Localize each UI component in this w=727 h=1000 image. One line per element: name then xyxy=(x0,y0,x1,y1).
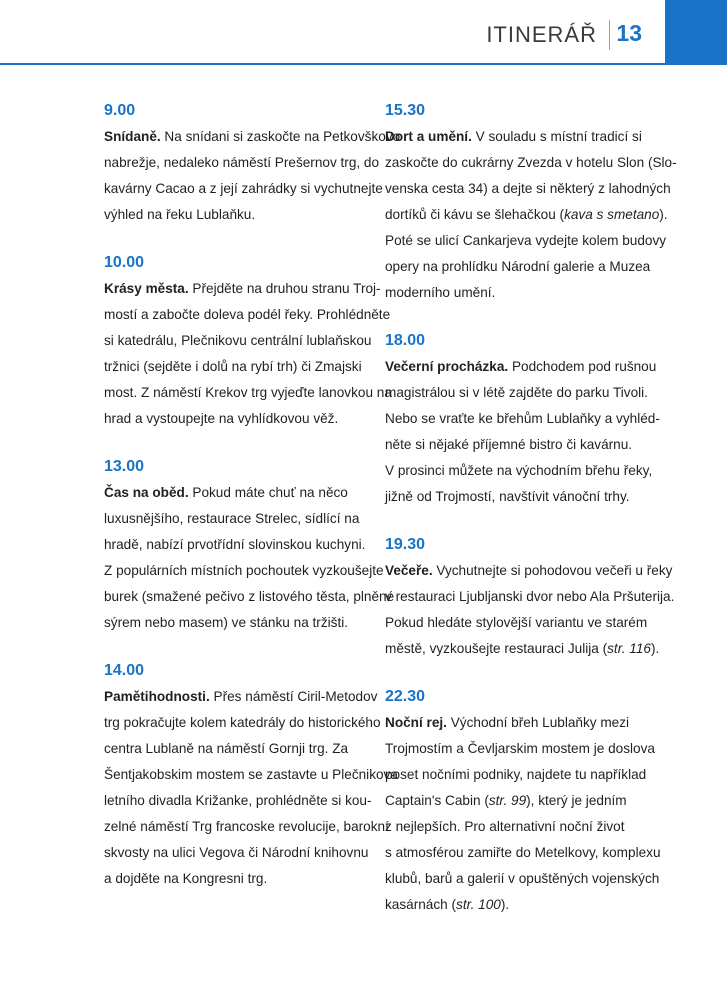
entry-text: burek (smažené pečivo z listového těsta, plněné xyxy=(104,589,395,604)
entry-text: Pokud hledáte stylovější variantu ve starém xyxy=(385,615,648,630)
entry-time: 18.00 xyxy=(385,332,426,349)
entry-text-line xyxy=(385,762,647,788)
entry-text: opery na prohlídku Národní galerie a Muzea xyxy=(385,259,651,274)
entry-text-line xyxy=(104,406,366,432)
entry-text: z nejlepších. Pro alternativní noční život xyxy=(385,819,625,834)
entry-text: Nebo se vraťte ke břehům Lublaňky a vyhléd- xyxy=(385,411,660,426)
entry-reference: str. 116 xyxy=(607,641,651,656)
entry-text-line xyxy=(104,380,392,406)
entry-heading: Dort a umění. xyxy=(385,129,472,144)
header-divider xyxy=(609,20,610,50)
entry-text-line xyxy=(104,124,401,150)
entry-text-line xyxy=(385,710,647,736)
entry-text: ), který je jedním xyxy=(526,793,627,808)
entry-text: Z populárních místních pochoutek vyzkoušejte xyxy=(104,563,384,578)
entry-text-line xyxy=(104,788,372,814)
entry-text: mostí a zabočte doleva podél řeky. Prohlédněte xyxy=(104,307,391,322)
entry-text: nabrežje, nedaleko náměstí Prešernov trg, do xyxy=(104,155,380,170)
entry-text-line xyxy=(104,558,384,584)
itinerary-entry xyxy=(104,254,392,432)
entry-time: 13.00 xyxy=(104,458,145,475)
entry-text-line xyxy=(385,354,657,380)
entry-time: 10.00 xyxy=(104,254,145,271)
entry-text-line xyxy=(104,762,398,788)
entry-text-line xyxy=(104,684,378,710)
entry-heading: Krásy města. xyxy=(104,281,189,296)
entry-reference: str. 99 xyxy=(488,793,527,808)
entry-text-line xyxy=(385,432,647,458)
entry-text: trg pokračujte kolem katedrály do historického xyxy=(104,715,381,730)
entry-text-line xyxy=(385,458,653,484)
entry-text-line xyxy=(385,124,647,150)
entry-text: v restauraci Ljubljanski dvor nebo Ala Pršuterija. xyxy=(385,589,675,604)
entry-text: městě, vyzkoušejte restauraci Julija ( xyxy=(385,641,608,656)
entry-time: 14.00 xyxy=(104,662,145,679)
entry-text: tržnici (sejděte i dolů na rybí trh) či Zmajski xyxy=(104,359,362,374)
entry-text: V prosinci můžete na východním břehu řeky, xyxy=(385,463,653,478)
entry-text: výhled na řeku Lublaňku. xyxy=(104,207,256,222)
entry-text: luxusnějšího, restaurace Strelec, sídlící na xyxy=(104,511,360,526)
entry-text-line xyxy=(385,228,667,254)
entry-heading: Noční rej. xyxy=(385,715,447,730)
itinerary-entry xyxy=(385,332,660,510)
entry-text: ). xyxy=(650,641,660,656)
entry-text: hrad a vystoupejte na vyhlídkovou věž. xyxy=(104,411,339,426)
entry-text-line xyxy=(385,558,673,584)
entry-text-line xyxy=(385,814,647,840)
entry-text-line xyxy=(385,610,647,636)
entry-text-line xyxy=(104,150,380,176)
entry-text-line xyxy=(104,302,391,328)
entry-time: 15.30 xyxy=(385,102,426,119)
entry-heading: Pamětihodnosti. xyxy=(104,689,210,704)
entry-heading: Čas na oběd. xyxy=(104,485,189,500)
entry-text: most. Z náměstí Krekov trg vyjeďte lanovkou na xyxy=(104,385,392,400)
entry-heading: Večerní procházka. xyxy=(385,359,509,374)
entry-text: magistrálou si v létě zajděte do parku Tivoli. xyxy=(385,385,648,400)
entry-text: skvosty na ulici Vegova či Národní knihovnu xyxy=(104,845,369,860)
itinerary-entry xyxy=(385,536,675,662)
entry-text-line xyxy=(104,584,395,610)
entry-text: něte si nějaké příjemné bistro či kavárnu. xyxy=(385,437,633,452)
entry-text: moderního umění. xyxy=(385,285,496,300)
entry-text: hradě, nabízí prvotřídní slovinskou kuchyni. xyxy=(104,537,366,552)
section-title: ITINERÁŘ xyxy=(486,22,597,47)
entry-text: Vychutnejte si pohodovou večeři u řeky xyxy=(432,563,673,578)
itinerary-entry xyxy=(104,102,401,228)
itinerary-entry xyxy=(104,458,395,636)
entry-text-line xyxy=(385,892,647,918)
entry-text: Poté se ulicí Cankarjeva vydejte kolem budovy xyxy=(385,233,667,248)
entry-heading: Večeře. xyxy=(385,563,433,578)
entry-text: kavárny Cacao a z její zahrádky si vychutnejte xyxy=(104,181,383,196)
entry-text: letního divadla Križanke, prohlédněte si kou- xyxy=(104,793,372,808)
entry-text: zelné náměstí Trg francoske revolucije, barokní xyxy=(104,819,389,834)
itinerary-entry xyxy=(385,102,677,306)
entry-time: 22.30 xyxy=(385,688,426,705)
entry-text-line xyxy=(104,328,372,354)
entry-text-line xyxy=(104,710,381,736)
entry-text: venska cesta 34) a dejte si některý z lahodných xyxy=(385,181,671,196)
entry-text: Trojmostím a Čevljarskim mostem je doslova xyxy=(385,741,655,756)
entry-text-line xyxy=(385,280,647,306)
entry-text-line xyxy=(104,276,381,302)
entry-time: 19.30 xyxy=(385,536,426,553)
entry-text: Podchodem pod rušnou xyxy=(508,359,657,374)
entry-text-line xyxy=(385,202,668,228)
entry-text-line xyxy=(104,610,366,636)
entry-text-line xyxy=(104,480,366,506)
entry-text-line xyxy=(385,176,671,202)
entry-heading: Snídaně. xyxy=(104,129,161,144)
entry-text: Přes náměstí Ciril-Metodov xyxy=(209,689,378,704)
entry-text: jižně od Trojmostí, navštívit vánoční trhy. xyxy=(385,489,630,504)
entry-text-line xyxy=(385,380,647,406)
entry-text-line xyxy=(385,150,677,176)
entry-text: ). xyxy=(659,207,668,222)
entry-text: si katedrálu, Plečnikovu centrální lublaňskou xyxy=(104,333,372,348)
entry-text: dortíků či kávu se šlehačkou ( xyxy=(385,207,565,222)
entry-text: poset nočními podniky, najdete tu například xyxy=(385,767,647,782)
entry-text-line xyxy=(385,636,660,662)
entry-text-line xyxy=(104,176,383,202)
entry-text: a dojděte na Kongresni trg. xyxy=(104,871,268,886)
entry-text-line xyxy=(104,866,366,892)
section-tab-marker xyxy=(665,0,727,65)
entry-text-line xyxy=(385,736,655,762)
entry-reference: kava s smetano xyxy=(564,207,660,222)
entry-text: Na snídani si zaskočte na Petkovškovo xyxy=(160,129,401,144)
entry-text-line xyxy=(385,866,660,892)
entry-text: kasárnách ( xyxy=(385,897,457,912)
entry-text: centra Lublaně na náměstí Gornji trg. Za xyxy=(104,741,349,756)
entry-text-line xyxy=(104,354,366,380)
entry-text: zaskočte do cukrárny Zvezda v hotelu Slon (Slo- xyxy=(385,155,677,170)
entry-text-line xyxy=(385,484,647,510)
entry-text-line xyxy=(385,406,660,432)
entry-text: Východní břeh Lublaňky mezi xyxy=(446,715,630,730)
entry-text: s atmosférou zamiřte do Metelkovy, komplexu xyxy=(385,845,661,860)
entry-text: klubů, barů a galerií v opuštěných vojenských xyxy=(385,871,660,886)
left-column xyxy=(104,102,401,918)
entry-text: Přejděte na druhou stranu Troj- xyxy=(188,281,381,296)
entry-text: sýrem nebo masem) ve stánku na tržišti. xyxy=(104,615,349,630)
entry-text-line xyxy=(104,532,366,558)
entry-text-line xyxy=(104,506,366,532)
entry-text-line xyxy=(104,814,389,840)
entry-text: Šentjakobskim mostem se zastavte u Plečnikova xyxy=(104,767,398,782)
entry-text: Captain's Cabin ( xyxy=(385,793,489,808)
entry-text: V souladu s místní tradicí si xyxy=(471,129,642,144)
entry-text-line xyxy=(385,254,651,280)
header-rule xyxy=(0,63,727,65)
entry-text: ). xyxy=(500,897,510,912)
entry-time: 9.00 xyxy=(104,102,136,119)
entry-text-line xyxy=(104,736,366,762)
right-column xyxy=(385,102,677,944)
entry-text-line xyxy=(385,788,647,814)
entry-text-line xyxy=(385,840,661,866)
entry-text-line xyxy=(104,202,366,228)
page-number: 13 xyxy=(616,20,642,46)
entry-text-line xyxy=(385,584,675,610)
itinerary-entry xyxy=(385,688,661,918)
itinerary-entry xyxy=(104,662,398,892)
entry-reference: str. 100 xyxy=(456,897,501,912)
entry-text-line xyxy=(104,840,369,866)
entry-text: Pokud máte chuť na něco xyxy=(188,485,348,500)
